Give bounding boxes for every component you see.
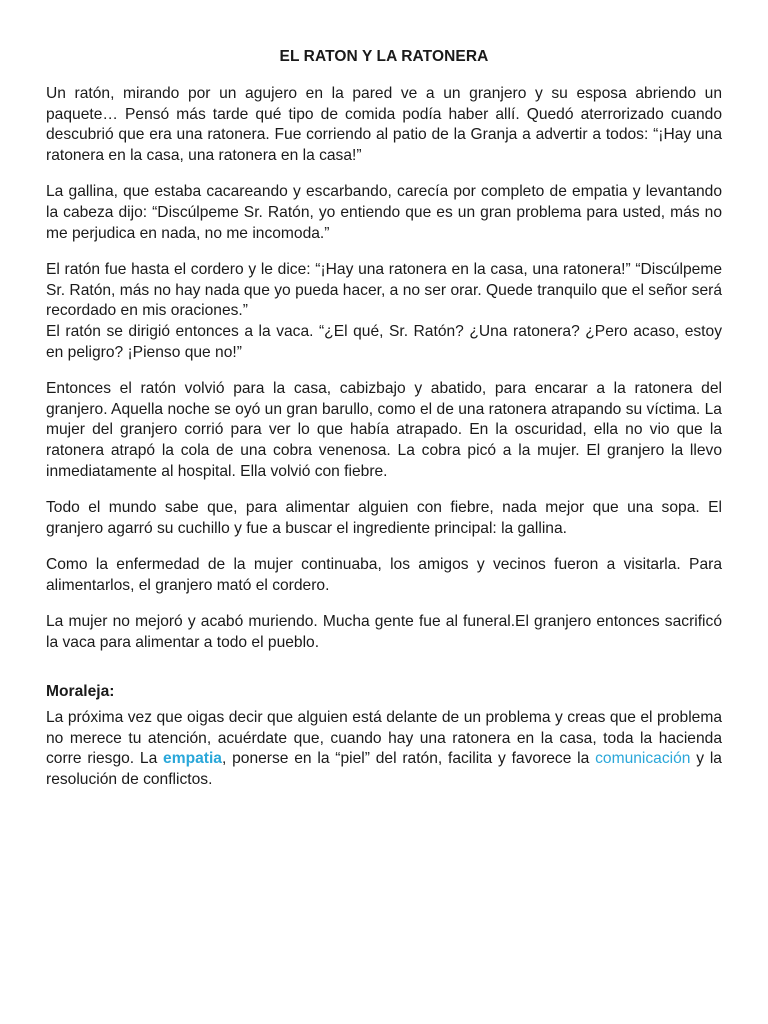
moral-text-start: La próxima vez que oigas decir que alguien está delante de un problema y creas que el problema no merece tu atención, acuérdate que, cuando hay una ratonera en la casa, toda la hacienda corre riesgo. La xyxy=(46,709,722,768)
moral-heading: Moraleja: xyxy=(46,682,115,700)
paragraph-7: Como la enfermedad de la mujer continuaba, los amigos y vecinos fueron a visitarla. Para alimentarlos, el granjero mató el cordero. xyxy=(46,556,722,594)
moral-paragraph xyxy=(46,708,722,790)
paragraph-1: Un ratón, mirando por un agujero en la pared ve a un granjero y su esposa abriendo un paquete… Pensó más tarde qué tipo de comida podía haber allí. Quedó aterrorizado cuando descubrió que era una ratonera. Fue corriendo al patio de la Granja a advertir a todos: “¡Hay una ratonera en la casa, una ratonera en la casa!” xyxy=(46,85,722,164)
document-page xyxy=(46,48,722,807)
paragraph-6: Todo el mundo sabe que, para alimentar alguien con fiebre, nada mejor que una sopa. El granjero agarró su cuchillo y fue a buscar el ingrediente principal: la gallina. xyxy=(46,499,722,537)
comunicacion-link[interactable]: comunicación xyxy=(595,750,691,768)
document-title: EL RATON Y LA RATONERA xyxy=(279,48,489,65)
empatia-link[interactable]: empatia xyxy=(163,750,222,768)
paragraph-4: El ratón se dirigió entonces a la vaca. “¿El qué, Sr. Ratón? ¿Una ratonera? ¿Pero acaso, estoy en peligro? ¡Pienso que no!” xyxy=(46,322,722,361)
paragraph-3: El ratón fue hasta el cordero y le dice: “¡Hay una ratonera en la casa, una ratonera!” “Discúlpeme Sr. Ratón, más no hay nada que yo pueda hacer, a no ser orar. Quede tranquilo que el señor será recordado en mis oraciones.” xyxy=(46,261,722,320)
moral-text-middle: , ponerse en la “piel” del ratón, facilita y favorece la xyxy=(221,750,596,768)
paragraph-5: Entonces el ratón volvió para la casa, cabizbajo y abatido, para encarar a la ratonera del granjero. Aquella noche se oyó un gran barullo, como el de una ratonera atrapando su víctima. La mujer del granjero corrió para ver lo que había atrapado. En la oscuridad, ella no vio que la ratonera atrapó la cola de una cobra venenosa. La cobra picó a la mujer. El granjero la llevo inmediatamente al hospital. Ella volvió con fiebre. xyxy=(46,380,722,480)
paragraph-2: La gallina, que estaba cacareando y escarbando, carecía por completo de empatia y levantando la cabeza dijo: “Discúlpeme Sr. Ratón, yo entiendo que es un gran problema para usted, más no me perjudica en nada, no me incomoda.” xyxy=(46,183,722,242)
paragraph-8: La mujer no mejoró y acabó muriendo. Mucha gente fue al funeral.El granjero entonces sacrificó la vaca para alimentar a todo el pueblo. xyxy=(46,613,722,652)
moral-text-end: y la resolución de conflictos. xyxy=(46,750,722,789)
